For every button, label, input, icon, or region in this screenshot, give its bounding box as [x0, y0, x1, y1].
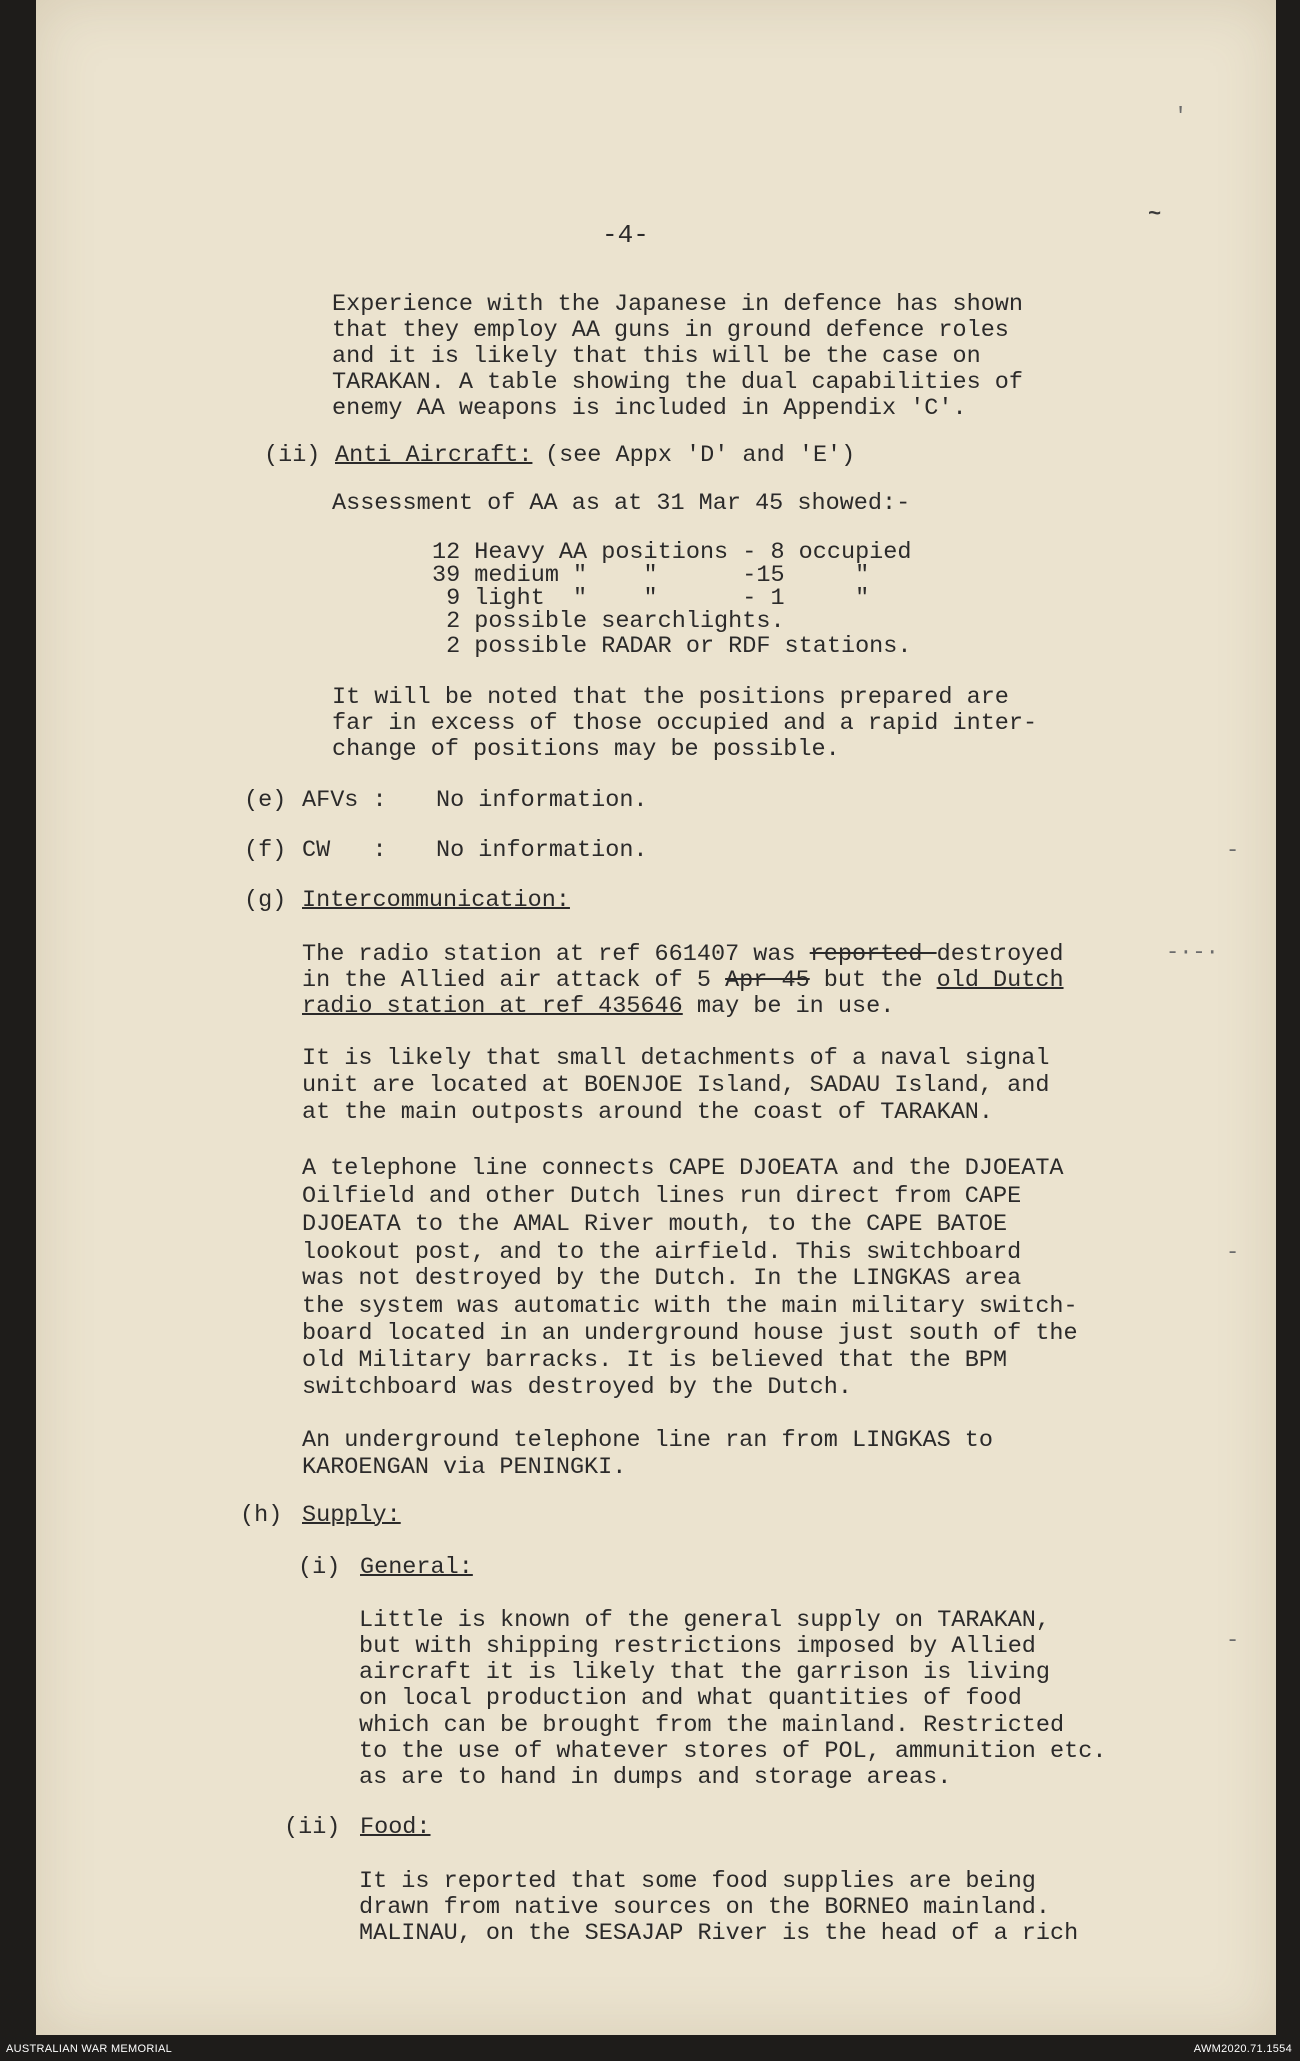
- aa-position-row: 9 light " " - 1 ": [432, 585, 870, 612]
- section-marker: (ii): [264, 442, 321, 469]
- radio-line: in the Allied air attack of 5 Apr 45 but the old Dutch: [302, 967, 1064, 994]
- subsection-marker: (ii): [284, 1814, 341, 1841]
- underlined-text: radio station at ref 435646: [302, 993, 683, 1020]
- subsection-heading: General:: [360, 1554, 473, 1581]
- telephone-line: A telephone line connects CAPE DJOEATA and the DJOEATA: [302, 1155, 1064, 1182]
- section-heading: Anti Aircraft:: [335, 442, 533, 469]
- pencil-mark: ': [1174, 104, 1188, 129]
- general-line: but with shipping restrictions imposed by Allied: [359, 1633, 1036, 1660]
- naval-line: unit are located at BOENJOE Island, SADAU Island, and: [302, 1072, 1050, 1099]
- telephone-line: DJOEATA to the AMAL River mouth, to the CAPE BATOE: [302, 1211, 1008, 1238]
- telephone-line: was not destroyed by the Dutch. In the LINGKAS area: [302, 1265, 1022, 1292]
- general-line: as are to hand in dumps and storage areas.: [359, 1764, 952, 1791]
- general-line: which can be brought from the mainland. Restricted: [359, 1712, 1065, 1739]
- general-line: to the use of whatever stores of POL, ammunition etc.: [359, 1738, 1107, 1765]
- pencil-mark: -: [1226, 838, 1240, 863]
- note-line: change of positions may be possible.: [332, 736, 840, 763]
- food-line: It is reported that some food supplies are being: [359, 1868, 1036, 1895]
- intro-line: that they employ AA guns in ground defence roles: [332, 317, 1009, 344]
- footer-credit: AUSTRALIAN WAR MEMORIAL: [6, 2043, 173, 2055]
- afvs-label: AFVs :: [302, 787, 387, 814]
- section-marker: (e): [244, 787, 287, 814]
- underlined-text: old Dutch: [936, 967, 1064, 994]
- section-heading: Intercommunication:: [302, 887, 570, 914]
- aa-position-row: 2 possible searchlights.: [432, 608, 785, 635]
- intro-line: TARAKAN. A table showing the dual capabilities of: [332, 369, 1024, 396]
- telephone-line: board located in an underground house just south of the: [302, 1320, 1078, 1347]
- general-line: aircraft it is likely that the garrison is living: [359, 1659, 1051, 1686]
- subsection-heading: Food:: [360, 1814, 431, 1841]
- naval-line: It is likely that small detachments of a naval signal: [302, 1045, 1050, 1072]
- underground-line: An underground telephone line ran from LINGKAS to: [302, 1427, 994, 1454]
- intro-line: and it is likely that this will be the case on: [332, 343, 981, 370]
- page-number: -4-: [602, 220, 649, 250]
- intro-line: Experience with the Japanese in defence has shown: [332, 291, 1024, 318]
- cw-value: No information.: [436, 837, 648, 864]
- cw-label: CW :: [302, 837, 387, 864]
- aa-position-row: 39 medium " " -15 ": [432, 562, 870, 589]
- general-line: on local production and what quantities of food: [359, 1685, 1022, 1712]
- food-line: MALINAU, on the SESAJAP River is the head of a rich: [359, 1920, 1079, 1947]
- radio-line: The radio station at ref 661407 was reported destroyed: [302, 941, 1064, 968]
- radio-line: radio station at ref 435646 may be in use.: [302, 993, 895, 1020]
- pencil-mark: ~: [1148, 202, 1162, 227]
- note-line: far in excess of those occupied and a rapid inter-: [332, 710, 1038, 737]
- pencil-mark: -·-·: [1166, 940, 1219, 965]
- section-marker: (h): [240, 1502, 283, 1529]
- telephone-line: Oilfield and other Dutch lines run direct from CAPE: [302, 1183, 1022, 1210]
- section-marker: (g): [244, 887, 287, 914]
- naval-line: at the main outposts around the coast of TARAKAN.: [302, 1099, 994, 1126]
- intro-line: enemy AA weapons is included in Appendix 'C'.: [332, 395, 967, 422]
- note-line: It will be noted that the positions prepared are: [332, 684, 1009, 711]
- pencil-mark: -: [1226, 1628, 1240, 1653]
- underground-line: KAROENGAN via PENINGKI.: [302, 1454, 627, 1481]
- afvs-value: No information.: [436, 787, 648, 814]
- telephone-line: lookout post, and to the airfield. This switchboard: [302, 1239, 1022, 1266]
- food-line: drawn from native sources on the BORNEO mainland.: [359, 1894, 1051, 1921]
- general-line: Little is known of the general supply on TARAKAN,: [359, 1607, 1051, 1634]
- section-heading: Supply:: [302, 1502, 401, 1529]
- pencil-mark: -: [1226, 1240, 1240, 1265]
- aa-position-row: 2 possible RADAR or RDF stations.: [432, 633, 912, 660]
- section-marker: (f): [244, 837, 287, 864]
- telephone-line: switchboard was destroyed by the Dutch.: [302, 1374, 852, 1401]
- assessment-line: Assessment of AA as at 31 Mar 45 showed:-: [332, 490, 911, 517]
- struck-text: reported: [809, 941, 937, 968]
- struck-text: Apr 45: [725, 967, 810, 994]
- section-heading-note: (see Appx 'D' and 'E'): [545, 442, 856, 469]
- aa-position-row: 12 Heavy AA positions - 8 occupied: [432, 539, 912, 566]
- subsection-marker: (i): [298, 1554, 341, 1581]
- telephone-line: the system was automatic with the main military switch-: [302, 1293, 1078, 1320]
- document-page: [36, 0, 1276, 2035]
- telephone-line: old Military barracks. It is believed that the BPM: [302, 1347, 1008, 1374]
- footer-accession-number: AWM2020.71.1554: [1193, 2043, 1292, 2055]
